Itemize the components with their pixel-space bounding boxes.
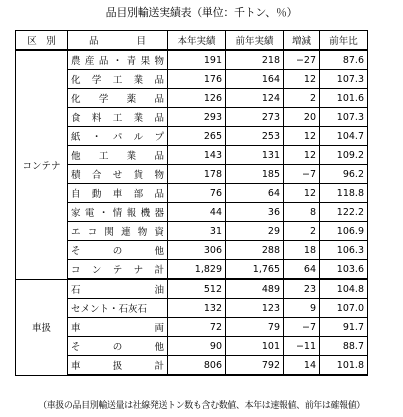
ratio-cell: 106.3 [320,241,368,260]
this-year-cell: 1,829 [168,260,226,280]
col-header-division: 区 別 [16,31,68,51]
last-year-cell: 29 [226,222,284,241]
this-year-cell: 176 [168,70,226,89]
division-label: コンテナ [16,50,68,279]
last-year-cell: 1,765 [226,260,284,280]
table-row [16,222,368,241]
change-cell: 12 [284,184,320,203]
item-cell: 食料工業品 [68,108,168,127]
ratio-cell: 107.3 [320,70,368,89]
table-title: 品目別輸送実績表（単位：千トン、％） [105,6,298,19]
last-year-cell: 792 [226,356,284,376]
last-year-cell: 185 [226,165,284,184]
item-cell: 積合せ貨物 [68,165,168,184]
last-year-cell: 218 [226,50,284,70]
item-cell: コンテナ計 [68,260,168,280]
ratio-cell: 96.2 [320,165,368,184]
ratio-cell: 106.9 [320,222,368,241]
change-cell: 14 [284,356,320,376]
ratio-cell: 101.6 [320,89,368,108]
change-cell: 23 [284,279,320,299]
table-row [16,184,368,203]
ratio-cell: 118.8 [320,184,368,203]
col-header-this-year: 本年実績 [168,31,226,51]
ratio-cell: 91.7 [320,318,368,337]
item-cell: 車 両 [68,318,168,337]
change-cell: 2 [284,89,320,108]
last-year-cell: 64 [226,184,284,203]
this-year-cell: 72 [168,318,226,337]
ratio-cell: 88.7 [320,337,368,356]
this-year-cell: 143 [168,146,226,165]
this-year-cell: 293 [168,108,226,127]
item-cell: 車扱計 [68,356,168,376]
last-year-cell: 123 [226,299,284,318]
table-row [16,318,368,337]
table-row [16,89,368,108]
last-year-cell: 101 [226,337,284,356]
table-row [16,260,368,280]
ratio-cell: 122.2 [320,203,368,222]
this-year-cell: 132 [168,299,226,318]
this-year-cell: 44 [168,203,226,222]
this-year-cell: 806 [168,356,226,376]
last-year-cell: 288 [226,241,284,260]
this-year-cell: 512 [168,279,226,299]
change-cell: −27 [284,50,320,70]
item-cell: 化学薬品 [68,89,168,108]
footnote: （車扱の品目別輸送量は社線発送トン数も含む数値、本年は速報値、前年は確報値） [38,401,365,411]
change-cell: 64 [284,260,320,280]
ratio-cell: 104.7 [320,127,368,146]
table-row [16,299,368,318]
table-row [16,108,368,127]
ratio-cell: 101.8 [320,356,368,376]
change-cell: 8 [284,203,320,222]
this-year-cell: 306 [168,241,226,260]
table-row [16,127,368,146]
table-row [16,241,368,260]
ratio-cell: 107.3 [320,108,368,127]
last-year-cell: 36 [226,203,284,222]
item-cell: 紙・パルプ [68,127,168,146]
last-year-cell: 131 [226,146,284,165]
last-year-cell: 489 [226,279,284,299]
table-row [16,337,368,356]
this-year-cell: 90 [168,337,226,356]
this-year-cell: 31 [168,222,226,241]
this-year-cell: 178 [168,165,226,184]
header-row [16,31,368,51]
change-cell: 2 [284,222,320,241]
change-cell: −7 [284,165,320,184]
change-cell: 12 [284,70,320,89]
division-label: 車扱 [16,279,68,375]
sales-table [15,30,368,376]
last-year-cell: 124 [226,89,284,108]
last-year-cell: 79 [226,318,284,337]
item-cell: 自動車部品 [68,184,168,203]
table-row [16,70,368,89]
table-body [16,50,368,375]
item-cell: 化学工業品 [68,70,168,89]
last-year-cell: 253 [226,127,284,146]
item-cell: セメント・石灰石 [68,299,168,318]
col-header-last-year: 前年実績 [226,31,284,51]
change-cell: 18 [284,241,320,260]
ratio-cell: 104.8 [320,279,368,299]
col-header-ratio: 前年比 [320,31,368,51]
change-cell: 12 [284,146,320,165]
table-row [16,279,368,299]
this-year-cell: 265 [168,127,226,146]
change-cell: −11 [284,337,320,356]
ratio-cell: 109.2 [320,146,368,165]
table-row [16,165,368,184]
change-cell: −7 [284,318,320,337]
item-cell: そ の 他 [68,337,168,356]
col-header-change: 増減 [284,31,320,51]
last-year-cell: 164 [226,70,284,89]
ratio-cell: 87.6 [320,50,368,70]
ratio-cell: 107.0 [320,299,368,318]
item-cell: そ の 他 [68,241,168,260]
table-row [16,203,368,222]
item-cell: 石 油 [68,279,168,299]
table-row [16,50,368,70]
this-year-cell: 126 [168,89,226,108]
this-year-cell: 76 [168,184,226,203]
change-cell: 20 [284,108,320,127]
item-cell: 農産品・青果物 [68,50,168,70]
col-header-item: 品 目 [68,31,168,51]
item-cell: エコ関連物資 [68,222,168,241]
item-cell: 家電・情報機器 [68,203,168,222]
last-year-cell: 273 [226,108,284,127]
table-row [16,146,368,165]
change-cell: 9 [284,299,320,318]
this-year-cell: 191 [168,50,226,70]
ratio-cell: 103.6 [320,260,368,280]
table-row [16,356,368,376]
item-cell: 他工業品 [68,146,168,165]
change-cell: 12 [284,127,320,146]
